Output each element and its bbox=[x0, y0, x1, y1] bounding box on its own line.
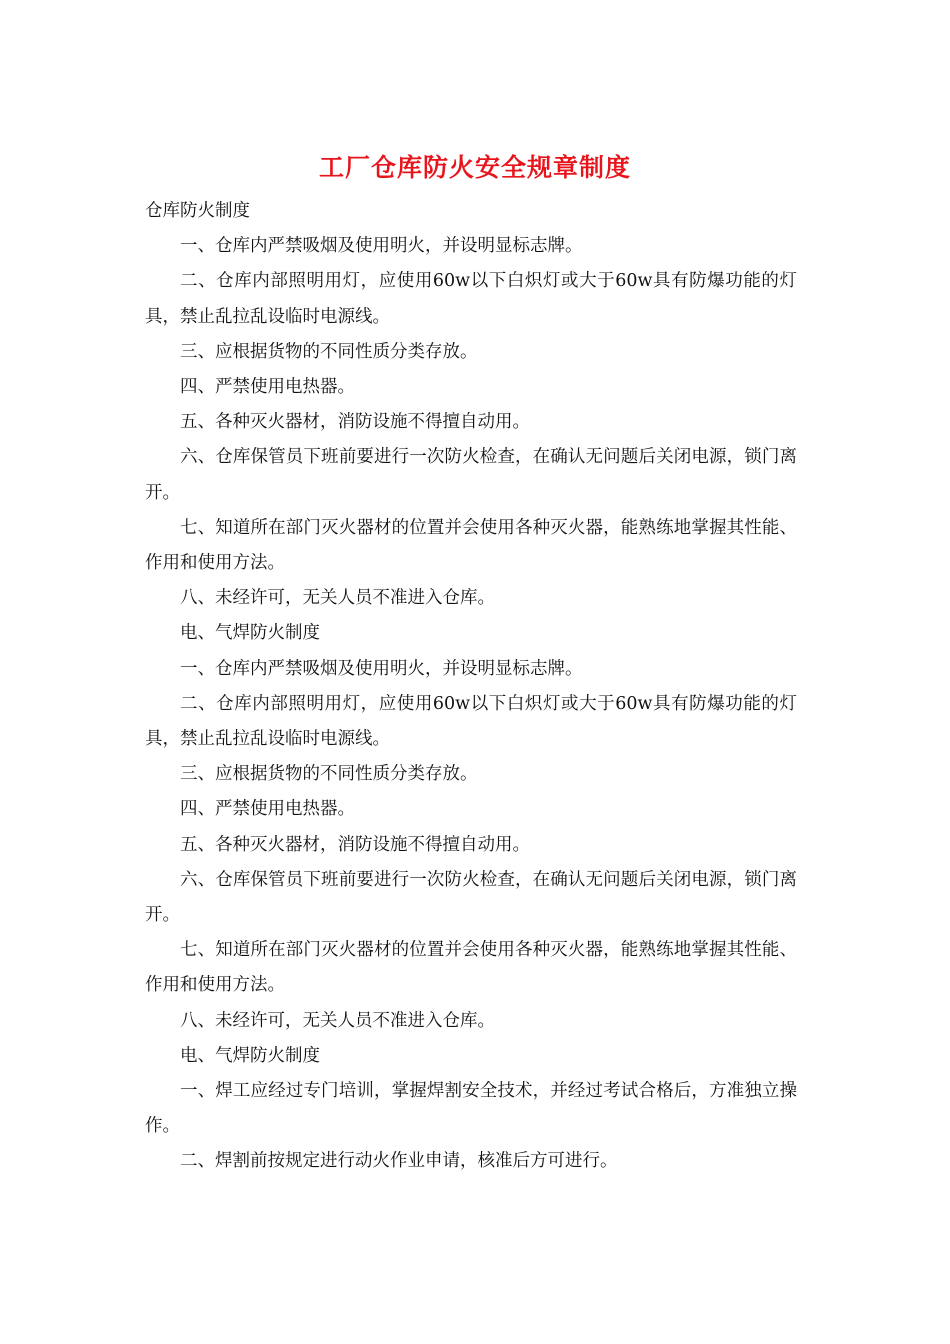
rule-paragraph: 一、仓库内严禁吸烟及使用明火，并设明显标志牌。 bbox=[180, 658, 583, 679]
section-heading: 电、气焊防火制度 bbox=[180, 623, 320, 644]
rule-paragraph: 五、各种灭火器材，消防设施不得擅自动用。 bbox=[180, 412, 530, 433]
rule-paragraph: 二、仓库内部照明用灯，应使用60w以下白炽灯或大于60w具有防爆功能的灯具，禁止乱拉乱设临时电源线。 bbox=[145, 693, 797, 750]
rule-paragraph: 一、仓库内严禁吸烟及使用明火，并设明显标志牌。 bbox=[180, 236, 583, 257]
rule-paragraph: 四、严禁使用电热器。 bbox=[180, 799, 355, 820]
document-body bbox=[145, 194, 797, 1180]
rule-paragraph: 五、各种灭火器材，消防设施不得擅自动用。 bbox=[180, 834, 530, 855]
rule-paragraph: 二、焊割前按规定进行动火作业申请，核准后方可进行。 bbox=[180, 1151, 618, 1172]
rule-paragraph: 三、应根据货物的不同性质分类存放。 bbox=[180, 341, 478, 362]
rule-paragraph: 一、焊工应经过专门培训，掌握焊割安全技术，并经过考试合格后，方准独立操作。 bbox=[145, 1081, 797, 1137]
rule-paragraph: 二、仓库内部照明用灯，应使用60w以下白炽灯或大于60w具有防爆功能的灯具，禁止乱拉乱设临时电源线。 bbox=[145, 271, 797, 327]
rule-paragraph: 六、仓库保管员下班前要进行一次防火检查，在确认无问题后关闭电源，锁门离开。 bbox=[145, 447, 797, 503]
section-heading: 仓库防火制度 bbox=[145, 201, 250, 221]
rule-paragraph: 七、知道所在部门灭火器材的位置并会使用各种灭火器，能熟练地掌握其性能、作用和使用方法。 bbox=[145, 517, 797, 574]
rule-paragraph: 六、仓库保管员下班前要进行一次防火检查，在确认无问题后关闭电源，锁门离开。 bbox=[145, 869, 797, 926]
rule-paragraph: 七、知道所在部门灭火器材的位置并会使用各种灭火器，能熟练地掌握其性能、作用和使用方法。 bbox=[145, 940, 797, 996]
rule-paragraph: 四、严禁使用电热器。 bbox=[180, 377, 355, 398]
section-heading: 电、气焊防火制度 bbox=[180, 1045, 320, 1066]
rule-paragraph: 八、未经许可，无关人员不准进入仓库。 bbox=[180, 1010, 495, 1031]
rule-paragraph: 三、应根据货物的不同性质分类存放。 bbox=[180, 764, 478, 785]
page-title: 工厂仓库防火安全规章制度 bbox=[318, 153, 631, 182]
rule-paragraph: 八、未经许可，无关人员不准进入仓库。 bbox=[180, 588, 495, 609]
